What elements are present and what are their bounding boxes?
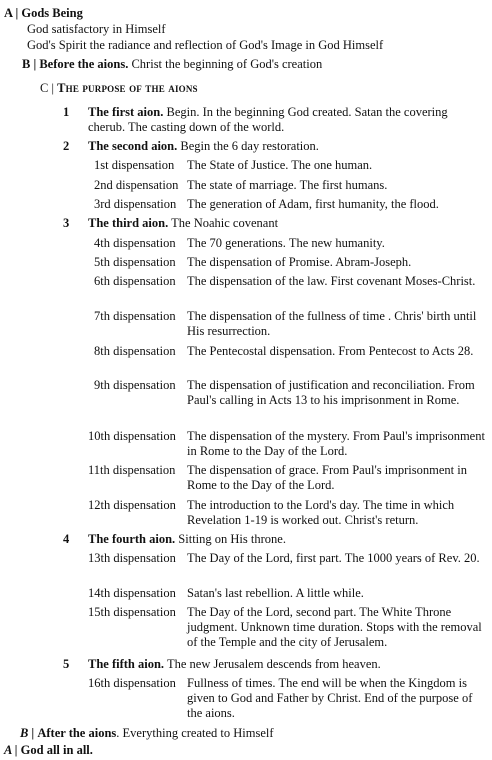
dispensation-text: The State of Justice. The one human. [187, 158, 373, 172]
dispensation-label: 14th dispensation [88, 586, 176, 600]
aion-3 [88, 216, 488, 231]
after-aions-text: . Everything created to Himself [116, 726, 274, 740]
dispensation-label: 5th dispensation [94, 255, 176, 269]
aion-text: The new Jerusalem descends from heaven. [166, 657, 381, 671]
dispensation-text: The dispensation of the law. First covenant Moses-Christ. [187, 274, 476, 288]
aion-number: 1 [63, 105, 70, 119]
marker-a: A | [4, 6, 19, 20]
dispensation-label: 16th dispensation [88, 676, 176, 690]
dispensation-label: 9th dispensation [94, 378, 176, 392]
aion-5 [88, 657, 488, 672]
aion-title: The first aion. [88, 105, 164, 119]
dispensation-text: The Day of the Lord, second part. The White Throne judgment. Unknown time duration. Stops with the removal of the Temple and the city of Jerusalem. [187, 605, 482, 649]
outline-c [40, 81, 198, 96]
aion-number: 3 [63, 216, 70, 230]
dispensation-text: The dispensation of grace. From Paul's imprisonment in Rome to the Day of the Lord. [187, 463, 467, 492]
aion-title: The third aion. [88, 216, 169, 230]
aion-number: 2 [63, 139, 70, 153]
dispensation-text: The 70 generations. The new humanity. [187, 236, 385, 250]
aion-1 [88, 105, 468, 135]
dispensation-label: 3rd dispensation [94, 197, 177, 211]
a-line-1: God satisfactory in Himself [27, 22, 166, 36]
aion-title: The second aion. [88, 139, 178, 153]
dispensation-text: The dispensation of the fullness of time . Chris' birth until His resurrection. [187, 309, 477, 338]
dispensation-label: 10th dispensation [88, 429, 176, 443]
gods-being-heading: Gods Being [21, 6, 83, 20]
after-aions-heading: After the aions [37, 726, 117, 740]
aion-title: The fifth aion. [88, 657, 165, 671]
aion-4 [88, 532, 488, 547]
dispensation-text: The introduction to the Lord's day. The time in which Revelation 1-19 is worked out. Christ's return. [187, 498, 455, 527]
dispensation-label: 8th dispensation [94, 344, 176, 358]
a-line-2: God's Spirit the radiance and reflection of God's Image in God Himself [27, 38, 384, 52]
dispensation-label: 2nd dispensation [94, 178, 179, 192]
aion-text: The Noahic covenant [171, 216, 279, 230]
outline-a-bottom [4, 743, 93, 758]
dispensation-text: The Day of the Lord, first part. The 1000 years of Rev. 20. [187, 551, 480, 565]
before-aions-text: Christ the beginning of God's creation [128, 57, 323, 71]
aion-text: Sitting on His throne. [178, 532, 286, 546]
dispensation-text: The Pentecostal dispensation. From Pentecost to Acts 28. [187, 344, 474, 358]
dispensation-label: 7th dispensation [94, 309, 176, 323]
outline-a-top [4, 6, 83, 21]
dispensation-label: 15th dispensation [88, 605, 176, 619]
outline-b-top [22, 57, 322, 72]
dispensation-text: Fullness of times. The end will be when the Kingdom is given to God and Father by Christ. End of the purpose of the aions. [187, 676, 473, 720]
dispensation-text: The dispensation of justification and reconciliation. From Paul's calling in Acts 13 to his imprisonment in Rome. [187, 378, 475, 407]
dispensation-label: 4th dispensation [94, 236, 176, 250]
dispensation-text: The state of marriage. The first humans. [187, 178, 388, 192]
marker-a-prime: A | [4, 743, 18, 757]
aion-number: 4 [63, 532, 70, 546]
marker-b-prime: B | [20, 726, 35, 740]
dispensation-label: 12th dispensation [88, 498, 176, 512]
aion-title: The fourth aion. [88, 532, 176, 546]
aion-text: Begin the 6 day restoration. [180, 139, 319, 153]
aion-2 [88, 139, 488, 154]
dispensation-text: The generation of Adam, first humanity, the flood. [187, 197, 439, 211]
before-aions-heading: Before the aions. [39, 57, 129, 71]
marker-c: C | [40, 81, 54, 95]
aion-number: 5 [63, 657, 70, 671]
dispensation-label: 13th dispensation [88, 551, 176, 565]
dispensation-text: The dispensation of the mystery. From Paul's imprisonment in Rome to the Day of the Lord. [187, 429, 485, 458]
dispensation-label: 6th dispensation [94, 274, 176, 288]
dispensation-label: 1st dispensation [94, 158, 175, 172]
dispensation-text: The dispensation of Promise. Abram-Joseph. [187, 255, 412, 269]
purpose-heading: The purpose of the aions [57, 81, 198, 95]
god-all-in-all-heading: God all in all. [20, 743, 93, 757]
marker-b: B | [22, 57, 37, 71]
dispensation-label: 11th dispensation [88, 463, 176, 477]
aion-text: Begin. In the beginning God created. Satan the covering cherub. The casting down of the world. [88, 105, 448, 134]
dispensation-text: Satan's last rebellion. A little while. [187, 586, 364, 600]
outline-b-bottom [20, 726, 274, 741]
